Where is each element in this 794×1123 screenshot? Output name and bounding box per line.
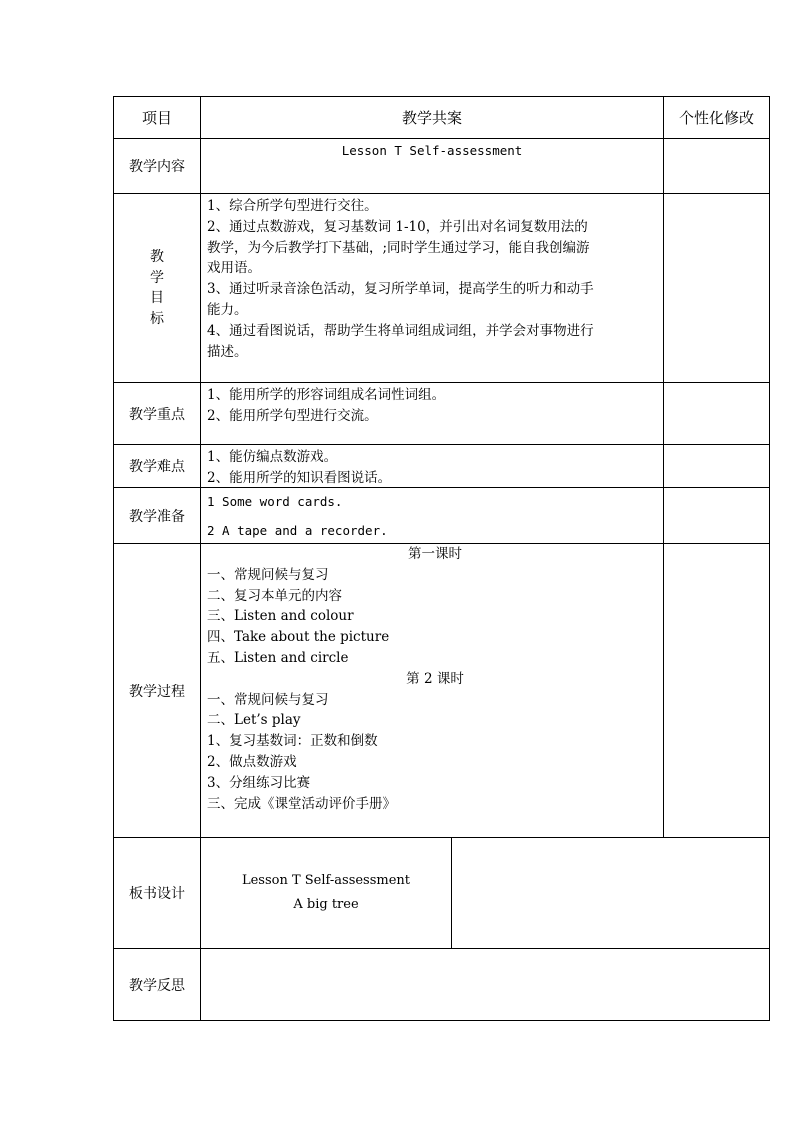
difficulties-label: 教学难点 (129, 459, 185, 475)
preparation-label: 教学准备 (129, 508, 185, 525)
objectives-edit-cell (663, 193, 770, 383)
keypoints-label-cell (113, 382, 201, 445)
process-step: 五、Listen and circle (207, 649, 349, 666)
content-value-cell (200, 138, 664, 194)
header-item (113, 96, 201, 139)
keypoints-text-cell (200, 382, 664, 445)
header-personal-edit (663, 96, 770, 139)
content-value: Lesson T Self-assessment (341, 143, 523, 158)
objectives-label: 教 学 目 标 (150, 249, 164, 327)
objectives-text-cell (200, 193, 664, 383)
process-step: 二、Let’s play (207, 712, 301, 729)
content-label-cell (113, 138, 201, 194)
objective-line: 4、通过看图说话，帮助学生将单词组成词组，并学会对事物进行 (207, 322, 594, 339)
process-text-cell (200, 543, 664, 838)
keypoints-edit-cell (663, 382, 770, 445)
process-step: 3、分组练习比赛 (207, 774, 311, 791)
objectives-label-cell (113, 193, 201, 383)
header-personal-edit-label: 个性化修改 (678, 109, 754, 127)
board-left-cell (200, 837, 452, 949)
board-content (242, 869, 410, 917)
process-step: 2、做点数游戏 (207, 753, 297, 770)
process-label: 教学过程 (129, 683, 185, 700)
preparation-line-1: 1 Some word cards. (207, 494, 343, 509)
period1-title: 第一课时 (408, 546, 462, 562)
reflection-label: 教学反思 (129, 977, 185, 994)
preparation-text-cell (200, 487, 664, 544)
process-edit-cell (663, 543, 770, 838)
objective-line: 1、综合所学句型进行交往。 (207, 198, 378, 214)
difficulty-line: 1、能仿编点数游戏。 (207, 449, 338, 465)
objective-line: 能力。 (207, 301, 248, 318)
objective-line: 2、通过点数游戏，复习基数词 1-10，并引出对名词复数用法的 (207, 218, 588, 235)
keypoints-label: 教学重点 (129, 406, 185, 423)
difficulties-edit-cell (663, 444, 770, 488)
difficulty-line: 2、能用所学的知识看图说话。 (207, 469, 392, 486)
objective-line: 描述。 (207, 343, 248, 360)
board-right-cell (451, 837, 770, 949)
process-label-cell (113, 543, 201, 838)
difficulties-text-cell (200, 444, 664, 488)
process-step: 三、Listen and colour (207, 608, 354, 625)
process-step: 一、常规问候与复习 (207, 566, 329, 583)
process-step: 一、常规问候与复习 (207, 691, 329, 708)
reflection-label-cell (113, 948, 201, 1021)
keypoint-line: 1、能用所学的形容词组成名词性词组。 (207, 387, 446, 403)
reflection-text-cell (200, 948, 770, 1021)
process-step: 三、完成《课堂活动评价手册》 (207, 795, 396, 812)
board-label-cell (113, 837, 201, 949)
objective-line: 3、通过听录音涂色活动，复习所学单词，提高学生的听力和动手 (207, 281, 594, 298)
content-edit-cell (663, 138, 770, 194)
process-step: 1、复习基数词：正数和倒数 (207, 733, 378, 750)
process-step: 四、Take about the picture (207, 629, 390, 646)
difficulties-label-cell (113, 444, 201, 488)
board-line-2: A big tree (293, 897, 359, 912)
preparation-edit-cell (663, 487, 770, 544)
keypoint-line: 2、能用所学句型进行交流。 (207, 407, 378, 424)
header-item-label: 项目 (141, 109, 172, 127)
content-label: 教学内容 (129, 159, 185, 175)
period2-title: 第 2 课时 (406, 670, 464, 687)
process-step: 二、复习本单元的内容 (207, 587, 342, 604)
header-shared-plan-label: 教学共案 (401, 109, 462, 127)
objective-line: 教学，为今后教学打下基础，;同时学生通过学习，能自我创编游 (207, 239, 590, 256)
board-label: 板书设计 (129, 886, 185, 902)
board-line-1: Lesson T Self-assessment (241, 873, 411, 888)
preparation-line-2: 2 A tape and a recorder. (207, 523, 388, 538)
preparation-label-cell (113, 487, 201, 544)
header-shared-plan (200, 96, 664, 139)
objective-line: 戏用语。 (207, 260, 261, 277)
